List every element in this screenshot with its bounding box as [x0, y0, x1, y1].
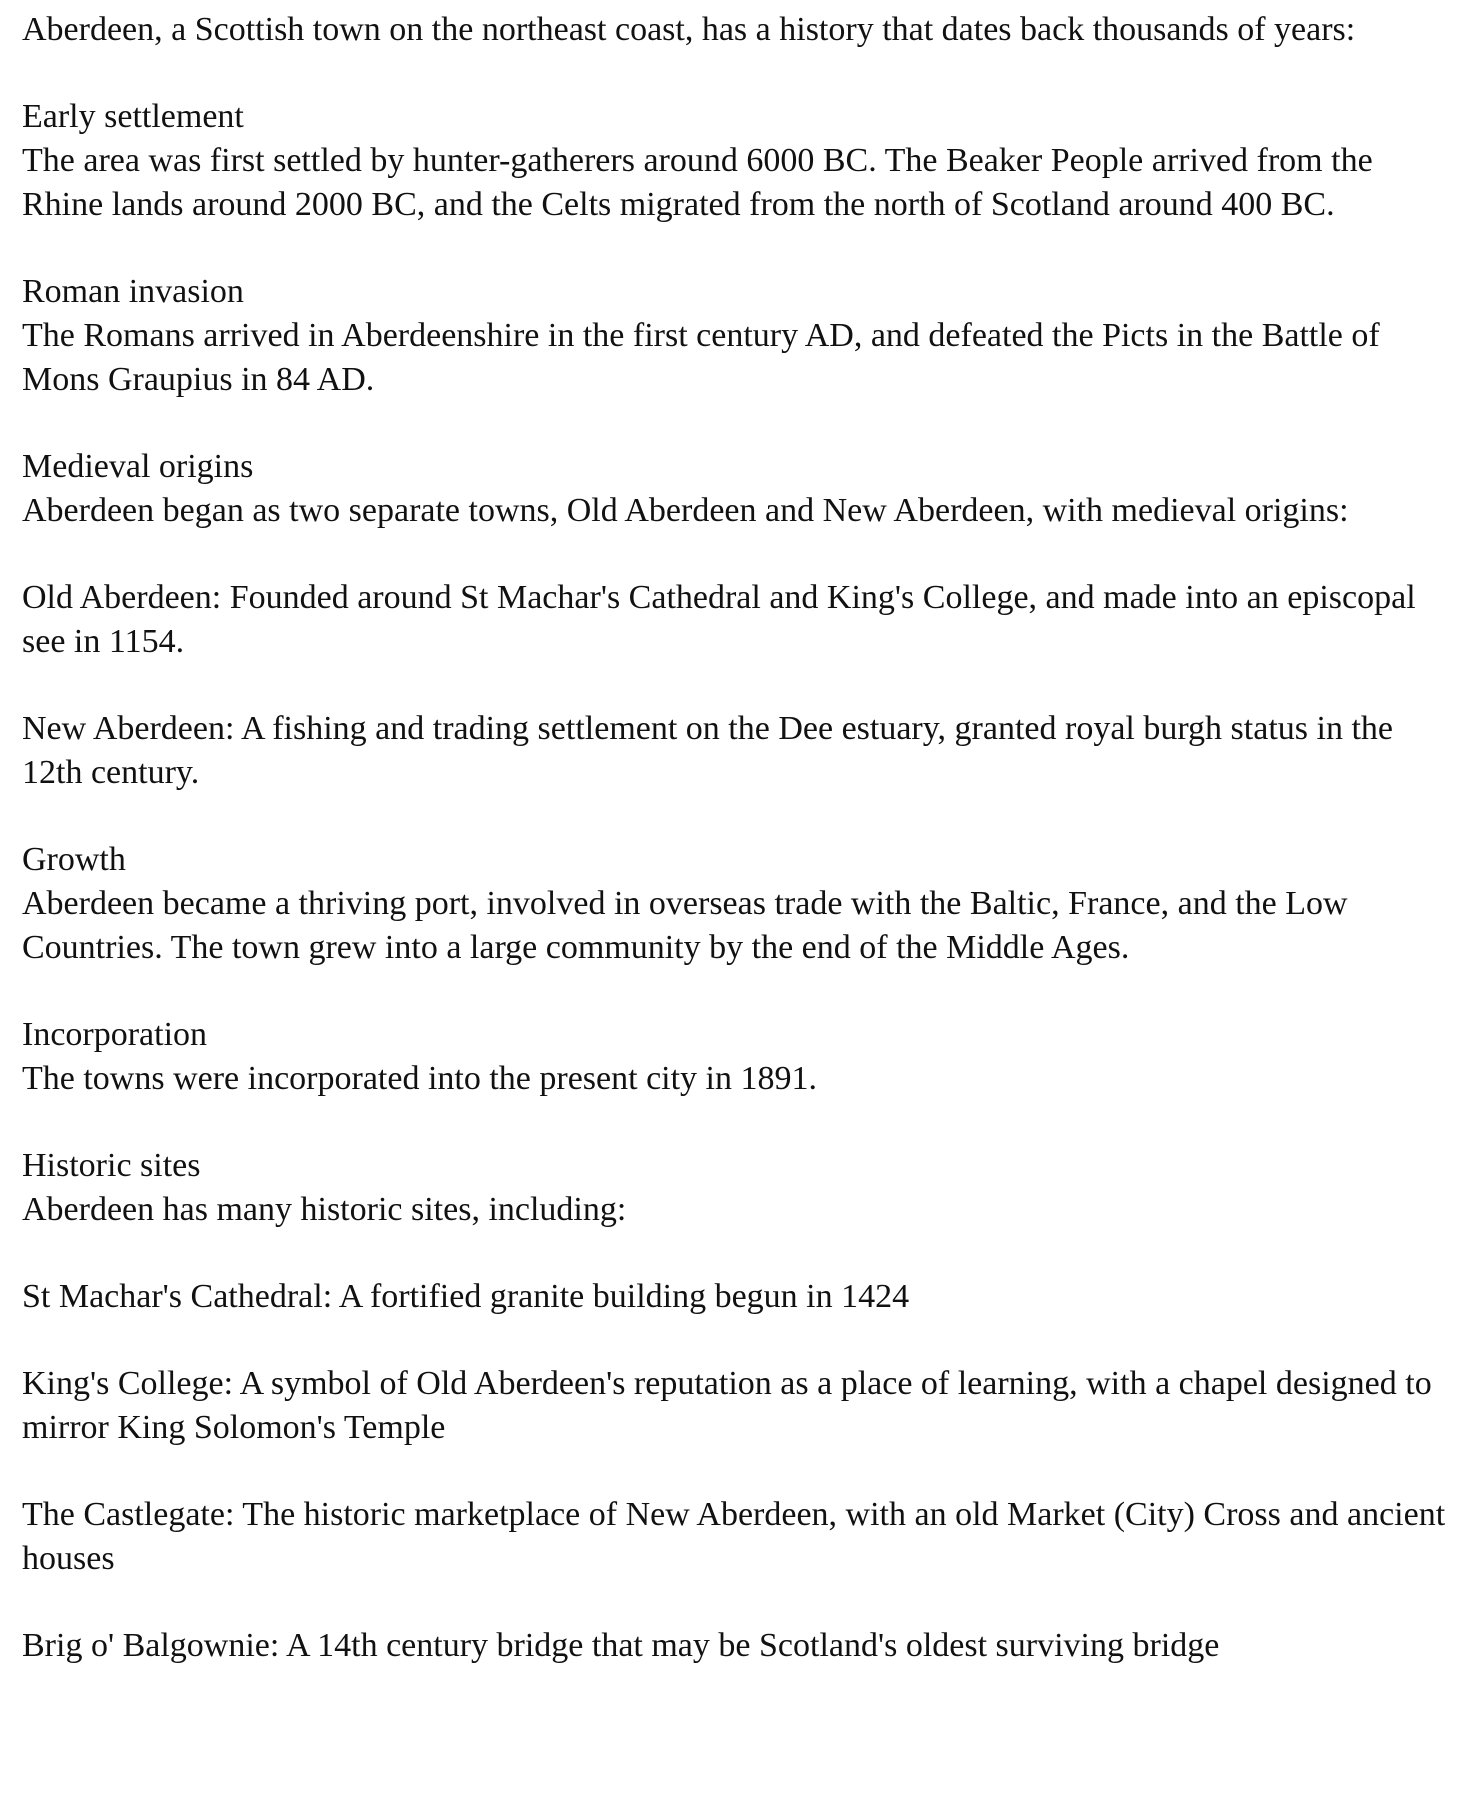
section-heading: Roman invasion — [22, 273, 244, 310]
section-incorporation — [22, 1013, 1452, 1101]
list-item: Old Aberdeen: Founded around St Machar's Cathedral and King's College, and made into an episcopal see in 1154. — [22, 579, 1416, 660]
list-item-old-aberdeen — [22, 576, 1452, 664]
section-heading: Medieval origins — [22, 448, 254, 485]
section-body: Aberdeen has many historic sites, including: — [22, 1191, 627, 1228]
section-heading: Growth — [22, 841, 126, 878]
list-item-brig-o-balgownie — [22, 1624, 1452, 1668]
section-medieval-origins — [22, 445, 1452, 533]
section-roman-invasion — [22, 270, 1452, 402]
section-body: The towns were incorporated into the present city in 1891. — [22, 1060, 817, 1097]
list-item: New Aberdeen: A fishing and trading settlement on the Dee estuary, granted royal burgh status in the 12th century. — [22, 710, 1393, 791]
section-early-settlement — [22, 95, 1452, 227]
section-body: The area was first settled by hunter-gatherers around 6000 BC. The Beaker People arrived from the Rhine lands around 2000 BC, and the Celts migrated from the north of Scotland around 400 BC. — [22, 142, 1373, 223]
section-heading: Historic sites — [22, 1147, 201, 1184]
section-body: Aberdeen became a thriving port, involved in overseas trade with the Baltic, France, and the Low Countries. The town grew into a large community by the end of the Middle Ages. — [22, 885, 1348, 966]
list-item-st-machars — [22, 1275, 1452, 1319]
section-body: Aberdeen began as two separate towns, Old Aberdeen and New Aberdeen, with medieval origins: — [22, 492, 1349, 529]
list-item-new-aberdeen — [22, 707, 1452, 795]
section-historic-sites — [22, 1144, 1452, 1232]
list-item: The Castlegate: The historic marketplace of New Aberdeen, with an old Market (City) Cross and ancient houses — [22, 1496, 1446, 1577]
section-body: The Romans arrived in Aberdeenshire in the first century AD, and defeated the Picts in the Battle of Mons Graupius in 84 AD. — [22, 317, 1380, 398]
section-heading: Early settlement — [22, 98, 244, 135]
document — [22, 8, 1452, 1711]
intro-paragraph — [22, 8, 1452, 52]
section-heading: Incorporation — [22, 1016, 208, 1053]
intro-text: Aberdeen, a Scottish town on the northeast coast, has a history that dates back thousands of years: — [22, 11, 1356, 48]
section-growth — [22, 838, 1452, 970]
list-item-castlegate — [22, 1493, 1452, 1581]
list-item-kings-college — [22, 1362, 1452, 1450]
list-item: Brig o' Balgownie: A 14th century bridge that may be Scotland's oldest surviving bridge — [22, 1627, 1220, 1664]
list-item: King's College: A symbol of Old Aberdeen's reputation as a place of learning, with a chapel designed to mirror King Solomon's Temple — [22, 1365, 1432, 1446]
list-item: St Machar's Cathedral: A fortified granite building begun in 1424 — [22, 1278, 910, 1315]
